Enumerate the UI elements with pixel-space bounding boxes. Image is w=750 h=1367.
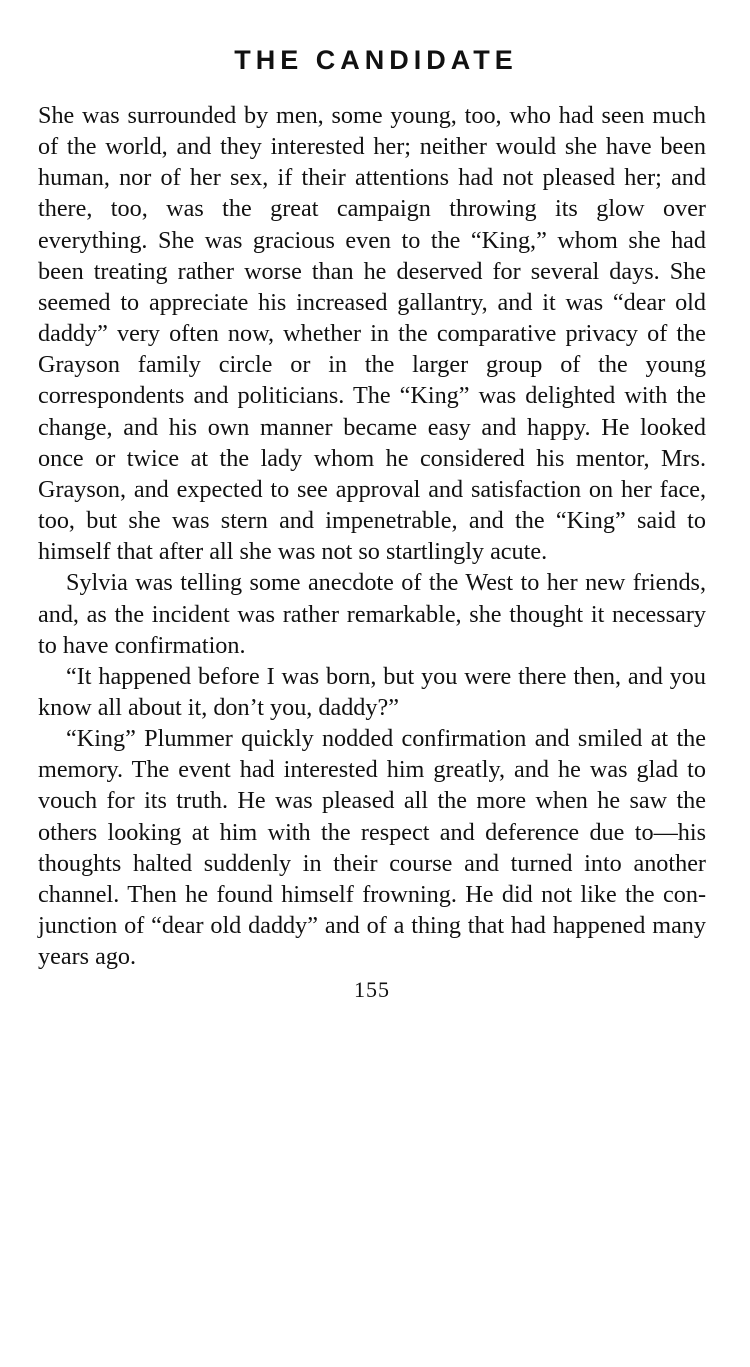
book-page (38, 40, 706, 1004)
paragraph-2: Sylvia was telling some anecdote of the West to her new friends, and, as the incident was rather remarkable, she thought it necessary to have confirmation. (38, 569, 706, 659)
paragraph-4: “King” Plummer quickly nodded confirmation and smiled at the memory. The event had interested him greatly, and he was glad to vouch for its truth. He was pleased all the more when he saw the others looking at him with the respect and deference due to—his thoughts halted suddenly in their course and turned into another channel. Then he found himself frowning. He did not like the conjunction of “dear old daddy” and of a thing that had happened many years ago. (38, 725, 706, 971)
page-number: 155 (354, 977, 390, 1003)
paragraph-3: “It happened before I was born, but you were there then, and you know all about it, don’t you, daddy?” (38, 662, 706, 721)
paragraph-1: She was surrounded by men, some young, too, who had seen much of the world, and they interested her; neither would she have been human, nor of her sex, if their attentions had not pleased her; and there, too, was the great campaign throwing its glow over everything. She was gracious even to the “King,” whom she had been treating rather worse than he deserved for several days. She seemed to appreciate his increased gallantry, and it was “dear old daddy” very often now, whether in the comparative privacy of the Grayson family circle or in the larger group of the young correspondents and politicians. The “King” was delighted with the change, and his own manner became easy and happy. He looked once or twice at the lady whom he considered his mentor, Mrs. Grayson, and expected to see approval and satisfaction on her face, too, but she was stern and impenetrable, and the “King” said to himself that after all she was not so startlingly acute. (38, 102, 706, 566)
running-head: THE CANDIDATE (234, 45, 518, 75)
